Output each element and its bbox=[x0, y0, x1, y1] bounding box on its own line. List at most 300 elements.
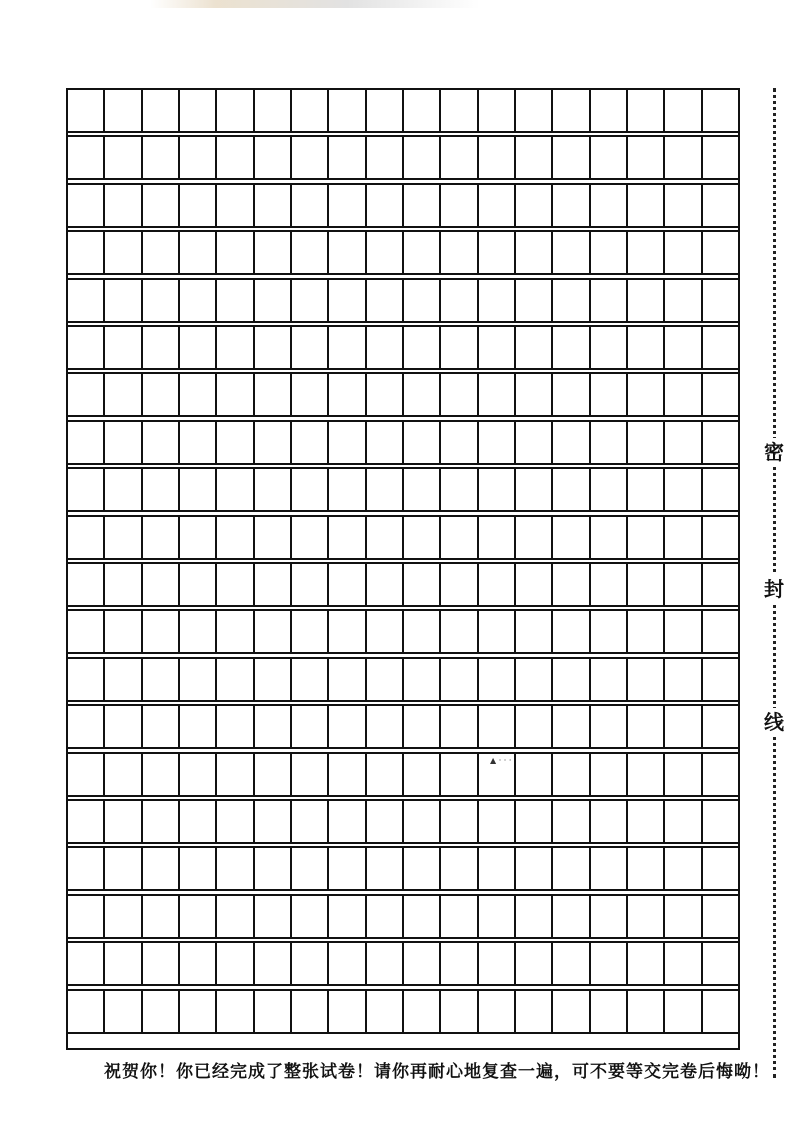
grid-row bbox=[68, 848, 738, 891]
grid-cell bbox=[703, 517, 738, 558]
grid-cell bbox=[180, 90, 217, 131]
grid-cell bbox=[703, 137, 738, 178]
grid-row bbox=[68, 706, 738, 749]
grid-cell bbox=[180, 991, 217, 1032]
grid-cell bbox=[516, 280, 553, 321]
grid-cell bbox=[143, 991, 180, 1032]
grid-cell bbox=[516, 374, 553, 415]
grid-cell bbox=[591, 517, 628, 558]
grid-cell bbox=[516, 611, 553, 652]
grid-cell bbox=[516, 943, 553, 984]
grid-row bbox=[68, 754, 738, 797]
grid-cell bbox=[665, 232, 702, 273]
grid-cell bbox=[255, 896, 292, 937]
grid-cell bbox=[591, 706, 628, 747]
grid-cell bbox=[703, 848, 738, 889]
grid-cell bbox=[105, 896, 142, 937]
grid-cell bbox=[516, 469, 553, 510]
grid-cell bbox=[628, 943, 665, 984]
grid-cell bbox=[404, 611, 441, 652]
grid-cell bbox=[292, 422, 329, 463]
grid-cell bbox=[255, 469, 292, 510]
grid-cell bbox=[516, 754, 553, 795]
grid-cell bbox=[553, 374, 590, 415]
grid-cell bbox=[329, 517, 366, 558]
grid-cell bbox=[217, 943, 254, 984]
grid-cell bbox=[703, 896, 738, 937]
grid-cell bbox=[68, 232, 105, 273]
grid-cell bbox=[441, 611, 478, 652]
grid-cell bbox=[292, 706, 329, 747]
grid-cell bbox=[703, 564, 738, 605]
grid-cell bbox=[516, 801, 553, 842]
grid-cell bbox=[628, 517, 665, 558]
grid-cell bbox=[367, 90, 404, 131]
grid-cell bbox=[553, 943, 590, 984]
grid-cell bbox=[180, 137, 217, 178]
grid-cell bbox=[516, 991, 553, 1032]
grid-cell bbox=[553, 848, 590, 889]
grid-cell bbox=[591, 90, 628, 131]
grid-cell bbox=[292, 659, 329, 700]
grid-row bbox=[68, 611, 738, 654]
grid-cell bbox=[217, 517, 254, 558]
grid-cell bbox=[367, 422, 404, 463]
grid-cell bbox=[329, 611, 366, 652]
grid-cell bbox=[143, 280, 180, 321]
grid-cell bbox=[143, 943, 180, 984]
grid-cell bbox=[292, 90, 329, 131]
grid-cell bbox=[367, 801, 404, 842]
grid-cell bbox=[516, 848, 553, 889]
grid-cell bbox=[292, 991, 329, 1032]
grid-cell bbox=[553, 564, 590, 605]
grid-cell bbox=[553, 896, 590, 937]
grid-cell bbox=[367, 469, 404, 510]
grid-cell bbox=[404, 90, 441, 131]
grid-cell bbox=[329, 754, 366, 795]
grid-cell bbox=[628, 848, 665, 889]
grid-cell bbox=[143, 801, 180, 842]
grid-cell bbox=[292, 185, 329, 226]
grid-cell bbox=[180, 327, 217, 368]
grid-row bbox=[68, 327, 738, 370]
grid-cell bbox=[703, 232, 738, 273]
grid-row bbox=[68, 801, 738, 844]
grid-cell bbox=[367, 280, 404, 321]
grid-cell bbox=[105, 754, 142, 795]
seal-char-mi: 密 bbox=[760, 438, 788, 466]
grid-cell bbox=[180, 754, 217, 795]
grid-cell bbox=[329, 185, 366, 226]
grid-cell bbox=[217, 801, 254, 842]
grid-cell bbox=[68, 991, 105, 1032]
grid-cell bbox=[68, 754, 105, 795]
grid-row bbox=[68, 659, 738, 702]
grid-cell bbox=[255, 611, 292, 652]
grid-cell bbox=[479, 801, 516, 842]
grid-cell bbox=[217, 90, 254, 131]
grid-cell bbox=[367, 706, 404, 747]
grid-cell bbox=[404, 422, 441, 463]
grid-cell bbox=[479, 659, 516, 700]
grid-cell bbox=[665, 185, 702, 226]
grid-cell bbox=[292, 564, 329, 605]
grid-cell bbox=[553, 185, 590, 226]
grid-cell bbox=[367, 659, 404, 700]
grid-cell bbox=[404, 706, 441, 747]
grid-cell bbox=[628, 327, 665, 368]
grid-cell bbox=[591, 422, 628, 463]
grid-cell bbox=[68, 90, 105, 131]
grid-cell bbox=[553, 991, 590, 1032]
grid-cell bbox=[516, 185, 553, 226]
grid-cell bbox=[479, 280, 516, 321]
grid-cell bbox=[180, 659, 217, 700]
grid-cell bbox=[255, 374, 292, 415]
grid-cell bbox=[441, 280, 478, 321]
grid-cell bbox=[479, 422, 516, 463]
grid-cell bbox=[329, 327, 366, 368]
grid-cell bbox=[441, 564, 478, 605]
grid-cell bbox=[329, 801, 366, 842]
grid-cell bbox=[441, 185, 478, 226]
grid-cell bbox=[105, 943, 142, 984]
grid-cell bbox=[703, 90, 738, 131]
grid-cell bbox=[628, 611, 665, 652]
grid-cell bbox=[329, 896, 366, 937]
grid-cell bbox=[143, 659, 180, 700]
grid-cell bbox=[329, 706, 366, 747]
grid-cell bbox=[591, 469, 628, 510]
grid-cell bbox=[479, 848, 516, 889]
grid-cell bbox=[441, 422, 478, 463]
grid-cell bbox=[591, 327, 628, 368]
grid-cell bbox=[255, 422, 292, 463]
grid-cell bbox=[143, 185, 180, 226]
seal-char-feng: 封 bbox=[760, 575, 788, 603]
grid-cell bbox=[68, 896, 105, 937]
grid-cell bbox=[255, 991, 292, 1032]
grid-cell bbox=[553, 137, 590, 178]
grid-cell bbox=[665, 374, 702, 415]
grid-cell bbox=[591, 991, 628, 1032]
grid-cell bbox=[292, 280, 329, 321]
grid-cell bbox=[329, 564, 366, 605]
grid-cell bbox=[628, 232, 665, 273]
grid-cell bbox=[441, 991, 478, 1032]
grid-cell bbox=[329, 848, 366, 889]
top-edge-smudge bbox=[150, 0, 480, 8]
grid-cell bbox=[105, 611, 142, 652]
grid-cell bbox=[553, 754, 590, 795]
grid-cell bbox=[255, 801, 292, 842]
grid-cell bbox=[441, 659, 478, 700]
grid-cell bbox=[665, 848, 702, 889]
grid-cell bbox=[479, 90, 516, 131]
grid-cell bbox=[404, 801, 441, 842]
grid-cell bbox=[628, 374, 665, 415]
grid-cell bbox=[292, 137, 329, 178]
grid-cell bbox=[367, 517, 404, 558]
composition-grid bbox=[66, 88, 740, 1050]
grid-cell bbox=[665, 564, 702, 605]
grid-cell bbox=[217, 185, 254, 226]
grid-cell bbox=[516, 659, 553, 700]
grid-cell bbox=[703, 374, 738, 415]
grid-cell bbox=[68, 469, 105, 510]
grid-cell bbox=[143, 232, 180, 273]
grid-cell bbox=[516, 517, 553, 558]
grid-cell bbox=[105, 374, 142, 415]
grid-cell bbox=[703, 943, 738, 984]
grid-cell bbox=[591, 848, 628, 889]
grid-cell bbox=[516, 896, 553, 937]
grid-cell bbox=[479, 943, 516, 984]
grid-cell bbox=[367, 374, 404, 415]
grid-cell bbox=[591, 564, 628, 605]
grid-cell bbox=[217, 327, 254, 368]
grid-cell bbox=[441, 327, 478, 368]
grid-cell bbox=[255, 280, 292, 321]
grid-cell bbox=[479, 185, 516, 226]
grid-cell bbox=[479, 991, 516, 1032]
grid-cell bbox=[703, 469, 738, 510]
grid-cell bbox=[180, 517, 217, 558]
grid-cell bbox=[665, 611, 702, 652]
grid-cell bbox=[68, 422, 105, 463]
grid-cell bbox=[180, 469, 217, 510]
grid-cell bbox=[441, 896, 478, 937]
grid-cell bbox=[105, 706, 142, 747]
grid-cell bbox=[329, 991, 366, 1032]
grid-cell bbox=[665, 517, 702, 558]
grid-cell bbox=[255, 517, 292, 558]
grid-cell bbox=[329, 659, 366, 700]
grid-cell bbox=[665, 137, 702, 178]
grid-cell bbox=[105, 90, 142, 131]
grid-cell bbox=[217, 280, 254, 321]
grid-cell bbox=[404, 469, 441, 510]
grid-cell bbox=[479, 232, 516, 273]
grid-cell bbox=[180, 564, 217, 605]
grid-cell bbox=[105, 232, 142, 273]
grid-cell bbox=[329, 90, 366, 131]
grid-cell bbox=[553, 706, 590, 747]
grid-cell bbox=[628, 469, 665, 510]
grid-cell bbox=[367, 137, 404, 178]
grid-cell bbox=[255, 943, 292, 984]
grid-row bbox=[68, 232, 738, 275]
grid-cell bbox=[143, 327, 180, 368]
grid-cell bbox=[217, 232, 254, 273]
grid-cell bbox=[329, 137, 366, 178]
grid-cell bbox=[105, 564, 142, 605]
grid-cell bbox=[703, 801, 738, 842]
grid-row bbox=[68, 185, 738, 228]
grid-cell bbox=[553, 611, 590, 652]
grid-cell bbox=[516, 90, 553, 131]
grid-cell bbox=[105, 327, 142, 368]
grid-cell bbox=[68, 374, 105, 415]
grid-cell bbox=[329, 280, 366, 321]
grid-cell bbox=[404, 280, 441, 321]
grid-cell bbox=[479, 896, 516, 937]
grid-cell bbox=[105, 848, 142, 889]
grid-cell bbox=[703, 327, 738, 368]
grid-cell bbox=[143, 374, 180, 415]
grid-row bbox=[68, 517, 738, 560]
grid-cell bbox=[68, 327, 105, 368]
grid-cell bbox=[703, 185, 738, 226]
grid-cell bbox=[516, 327, 553, 368]
grid-cell bbox=[292, 848, 329, 889]
grid-cell bbox=[591, 185, 628, 226]
grid-cell bbox=[292, 374, 329, 415]
grid-cell bbox=[180, 185, 217, 226]
grid-cell bbox=[479, 706, 516, 747]
grid-cell bbox=[329, 943, 366, 984]
grid-cell bbox=[628, 422, 665, 463]
grid-cell bbox=[217, 422, 254, 463]
grid-cell bbox=[143, 469, 180, 510]
grid-cell bbox=[441, 706, 478, 747]
grid-cell bbox=[553, 90, 590, 131]
grid-row bbox=[68, 943, 738, 986]
grid-cell bbox=[665, 991, 702, 1032]
grid-row bbox=[68, 564, 738, 607]
grid-cell bbox=[255, 90, 292, 131]
grid-cell bbox=[628, 280, 665, 321]
grid-cell bbox=[367, 754, 404, 795]
grid-cell bbox=[367, 943, 404, 984]
grid-cell bbox=[292, 327, 329, 368]
grid-cell bbox=[68, 517, 105, 558]
grid-cell bbox=[441, 754, 478, 795]
grid-cell bbox=[703, 706, 738, 747]
grid-cell bbox=[628, 896, 665, 937]
grid-cell bbox=[292, 943, 329, 984]
grid-cell bbox=[665, 801, 702, 842]
grid-cell bbox=[292, 896, 329, 937]
grid-cell bbox=[404, 232, 441, 273]
grid-cell bbox=[516, 706, 553, 747]
grid-cell bbox=[143, 611, 180, 652]
grid-cell bbox=[404, 327, 441, 368]
grid-cell bbox=[628, 991, 665, 1032]
grid-cell bbox=[479, 564, 516, 605]
grid-cell bbox=[180, 422, 217, 463]
grid-row bbox=[68, 90, 738, 133]
grid-cell bbox=[180, 232, 217, 273]
grid-cell bbox=[628, 659, 665, 700]
grid-cell bbox=[329, 422, 366, 463]
grid-cell bbox=[217, 611, 254, 652]
grid-cell bbox=[143, 754, 180, 795]
grid-cell bbox=[217, 896, 254, 937]
grid-cell bbox=[591, 659, 628, 700]
grid-cell bbox=[404, 185, 441, 226]
grid-row bbox=[68, 896, 738, 939]
grid-row bbox=[68, 469, 738, 512]
grid-cell bbox=[479, 611, 516, 652]
grid-cell bbox=[217, 469, 254, 510]
grid-cell bbox=[404, 896, 441, 937]
grid-cell bbox=[591, 754, 628, 795]
grid-cell bbox=[628, 706, 665, 747]
grid-cell bbox=[591, 137, 628, 178]
grid-cell bbox=[292, 801, 329, 842]
grid-cell bbox=[68, 185, 105, 226]
grid-cell bbox=[255, 754, 292, 795]
grid-cell bbox=[292, 232, 329, 273]
grid-cell bbox=[255, 137, 292, 178]
grid-cell bbox=[553, 659, 590, 700]
grid-cell bbox=[105, 659, 142, 700]
seal-char-xian: 线 bbox=[760, 708, 788, 736]
grid-cell bbox=[516, 564, 553, 605]
grid-cell bbox=[143, 706, 180, 747]
grid-cell bbox=[367, 991, 404, 1032]
grid-cell bbox=[628, 754, 665, 795]
grid-cell bbox=[255, 848, 292, 889]
grid-row bbox=[68, 374, 738, 417]
grid-cell bbox=[367, 185, 404, 226]
grid-cell bbox=[665, 422, 702, 463]
grid-cell bbox=[404, 991, 441, 1032]
grid-cell bbox=[665, 706, 702, 747]
grid-cell bbox=[516, 137, 553, 178]
grid-cell bbox=[180, 801, 217, 842]
grid-cell bbox=[180, 374, 217, 415]
grid-cell bbox=[217, 659, 254, 700]
grid-cell bbox=[591, 374, 628, 415]
grid-row bbox=[68, 137, 738, 180]
grid-row bbox=[68, 280, 738, 323]
grid-row bbox=[68, 991, 738, 1034]
grid-cell bbox=[665, 943, 702, 984]
grid-cell bbox=[628, 185, 665, 226]
grid-cell bbox=[665, 327, 702, 368]
grid-cell bbox=[68, 659, 105, 700]
grid-cell bbox=[628, 137, 665, 178]
grid-cell bbox=[516, 422, 553, 463]
grid-cell bbox=[255, 706, 292, 747]
grid-cell bbox=[255, 185, 292, 226]
grid-cell bbox=[217, 564, 254, 605]
congratulation-text: 祝贺你！你已经完成了整张试卷！请你再耐心地复查一遍，可不要等交完卷后悔呦！ bbox=[104, 1062, 770, 1082]
grid-cell bbox=[553, 469, 590, 510]
grid-cell bbox=[68, 801, 105, 842]
grid-cell bbox=[217, 374, 254, 415]
grid-cell bbox=[292, 754, 329, 795]
grid-cell bbox=[628, 801, 665, 842]
grid-cell bbox=[703, 754, 738, 795]
grid-cell bbox=[665, 90, 702, 131]
grid-cell bbox=[68, 848, 105, 889]
grid-row bbox=[68, 422, 738, 465]
grid-cell bbox=[68, 564, 105, 605]
grid-cell bbox=[703, 659, 738, 700]
grid-cell bbox=[441, 469, 478, 510]
grid-cell bbox=[255, 564, 292, 605]
grid-cell bbox=[441, 943, 478, 984]
grid-cell bbox=[441, 137, 478, 178]
grid-cell bbox=[553, 280, 590, 321]
grid-cell bbox=[255, 232, 292, 273]
grid-cell bbox=[665, 754, 702, 795]
grid-cell bbox=[180, 848, 217, 889]
